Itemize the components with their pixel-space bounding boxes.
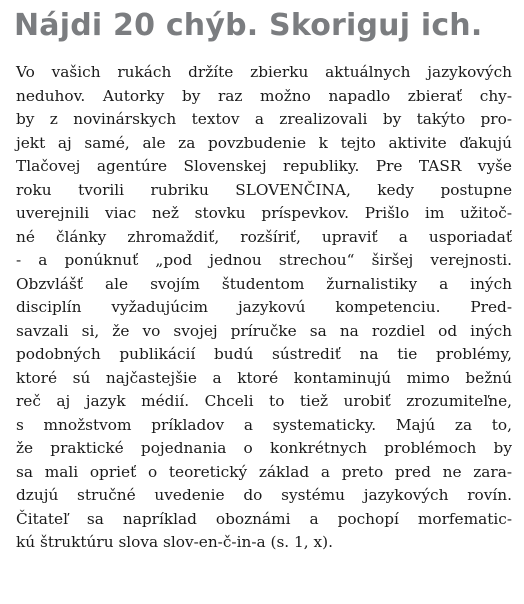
body-line: Tlačovej agentúre Slovenskej republiky. Pre TASR vyše [16, 157, 512, 175]
body-line: by z novinárskych textov a zrealizovali by takýto pro- [16, 110, 512, 128]
body-line: - a ponúknuť „pod jednou strechou“ širšej verejnosti. [16, 251, 512, 269]
body-line: reč aj jazyk médií. Chceli to tiež urobiť zrozumiteľne, [16, 392, 512, 410]
body-line: né články zhromaždiť, rozšíriť, upraviť a usporiadať [16, 227, 512, 246]
body-line: disciplín vyžadujúcim jazykovú kompetenciu. Pred- [16, 298, 512, 316]
body-line: Obzvlášť ale svojím študentom žurnalistiky a iných [16, 274, 512, 293]
body-line: kú štruktúru slova slov-en-č-in-a (s. 1, x). [16, 533, 333, 551]
body-line: že praktické pojednania o konkrétnych problémoch by [16, 439, 512, 457]
body-line: uverejnili viac než stovku príspevkov. Prišlo im užitoč- [16, 204, 512, 222]
body-line: s množstvom príkladov a systematicky. Majú za to, [16, 415, 512, 434]
body-line: podobných publikácií budú sústrediť na tie problémy, [16, 345, 512, 363]
body-line: dzujú stručné uvedenie do systému jazykových rovín. [16, 486, 512, 504]
article-body [16, 61, 512, 555]
body-line: neduhov. Autorky by raz možno napadlo zbierať chy- [16, 86, 512, 105]
article-title: Nájdi 20 chýb. Skoriguj ich. [14, 8, 483, 43]
body-line: sa mali oprieť o teoretický základ a preto pred ne zara- [16, 462, 512, 481]
body-line: jekt aj samé, ale za povzbudenie k tejto aktivite ďakujú [16, 133, 512, 152]
body-line: Vo vašich rukách držíte zbierku aktuálnych jazykových [16, 63, 512, 81]
body-line: savzali si, že vo svojej príručke sa na rozdiel od iných [16, 321, 512, 340]
body-line: roku tvorili rubriku SLOVENČINA, kedy postupne [16, 180, 512, 199]
body-line: ktoré sú najčastejšie a ktoré kontaminujú mimo bežnú [16, 368, 512, 387]
body-line: Čitateľ sa napríklad oboznámi a pochopí morfematic- [16, 509, 512, 528]
